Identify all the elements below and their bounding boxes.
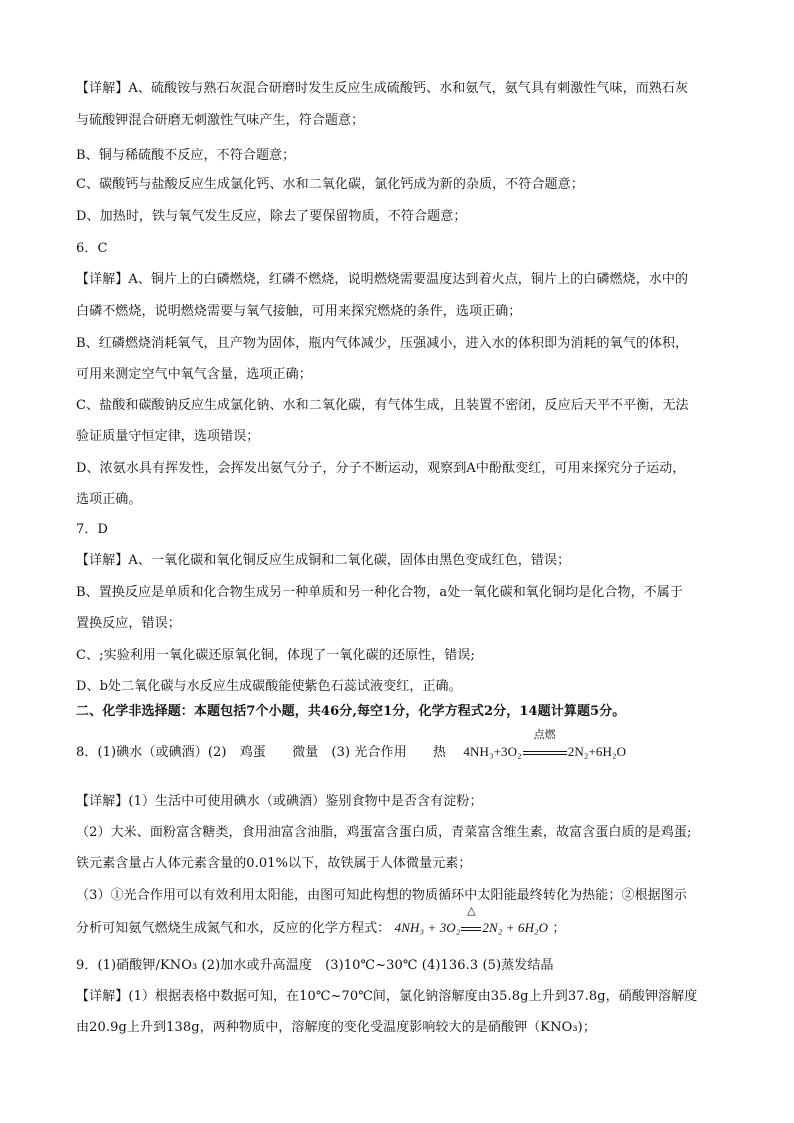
answer-line-q8: [76, 729, 627, 762]
text-span: 分析可知氨气燃烧生成氮气和水，反应的化学方程式：: [76, 921, 391, 936]
text-line: 验证质量守恒定律，选项错误；: [76, 429, 260, 444]
text-line: 【详解】A、铜片上的白磷燃烧，红磷不燃烧，说明燃烧需要温度达到着火点，铜片上的白磷燃烧，水中的: [76, 272, 689, 287]
text-line: （3）①光合作用可以有效利用太阳能，由图可知此构想的物质循环中太阳能最终转化为热能；②根据图示: [76, 888, 687, 903]
reaction-condition-arrow: [460, 905, 482, 937]
answer-line: 7．D: [76, 522, 108, 537]
text-line: D、浓氨水具有挥发性，会挥发出氨气分子，分子不断运动，观察到A中酚酞变红，可用来探究分子运动，: [76, 461, 686, 476]
text-line: 可用来测定空气中氧气含量，选项正确；: [76, 367, 312, 382]
answer-line-q9: 9．(1)硝酸钾/KNO₃ (2)加水或升高温度 (3)10℃~30℃ (4)136.3 (5)蒸发结晶: [76, 958, 554, 973]
chemical-equation: [463, 729, 627, 761]
text-span: ；: [552, 921, 566, 936]
text-line: 由20.9g上升到138g，两种物质中，溶解度的变化受温度影响较大的是硝酸钾（KNO₃)；: [76, 1020, 596, 1035]
text-line: 铁元素含量占人体元素含量的0.01%以下，故铁属于人体微量元素；: [76, 856, 472, 871]
text-line: D、加热时，铁与氧气发生反应，除去了要保留物质，不符合题意；: [76, 209, 467, 224]
text-line: 【详解】(1）生活中可使用碘水（或碘酒）鉴别食物中是否含有淀粉；: [76, 794, 483, 809]
text-line: B、铜与稀硫酸不反应，不符合题意；: [76, 148, 296, 163]
text-line: C、盐酸和碳酸钠反应生成氯化钠、水和二氧化碳，有气体生成，且装置不密闭，反应后天平不平衡，无法: [76, 398, 689, 413]
equation-reactants: 4NH₃+3O₂: [463, 744, 522, 759]
text-line-equation: [76, 905, 566, 938]
q8-answer-text: 8．(1)碘水（或碘酒）(2) 鸡蛋 微量 (3) 光合作用 热: [76, 745, 460, 760]
text-line: C、碳酸钙与盐酸反应生成氯化钙、水和二氧化碳，氯化钙成为新的杂质，不符合题意；: [76, 177, 584, 192]
text-line: B、红磷燃烧消耗氧气，且产物为固体，瓶内气体减少，压强减小，进入水的体积即为消耗的氧气的体积，: [76, 336, 689, 351]
equation-products: 2N₂+6H₂O: [567, 744, 627, 759]
text-line: 【详解】(1）根据表格中数据可知，在10℃~70℃间，氯化钠溶解度由35.8g上升到37.8g，硝酸钾溶解度: [76, 989, 698, 1004]
text-line: （2）大米、面粉富含糖类，食用油富含油脂，鸡蛋富含蛋白质，青菜富含维生素，故富含蛋白质的是鸡蛋;: [76, 825, 692, 840]
equation-reactants: 4NH₃ + 3O₂: [394, 920, 461, 935]
section-heading: 二、化学非选择题：本题包括7个小题，共46分,每空1分，化学方程式2分，14题计算题5分。: [76, 704, 626, 719]
reaction-condition-arrow: [522, 729, 568, 761]
text-line: B、置换反应是单质和化合物生成另一种单质和另一种化合物，a处一氧化碳和氧化铜均是化合物，不属于: [76, 585, 684, 600]
equation-products: 2N₂ + 6H₂O: [482, 920, 549, 935]
text-line: 置换反应，错误；: [76, 616, 181, 631]
text-line: 【详解】A、硫酸铵与熟石灰混合研磨时发生反应生成硫酸钙、水和氨气，氨气具有刺激性气味，而熟石灰: [76, 81, 689, 96]
chemical-equation: [394, 905, 549, 937]
reaction-condition: 点燃: [533, 729, 556, 741]
text-line: D、b处二氧化碳与水反应生成碳酸能使紫色石蕊试液变红，正确。: [76, 679, 462, 694]
text-line: C、;实验利用一氧化碳还原氧化铜，体现了一氧化碳的还原性，错误;: [76, 648, 475, 663]
text-line: 白磷不燃烧，说明燃烧需要与氧气接触，可用来探究燃烧的条件，选项正确；: [76, 304, 522, 319]
answer-line: 6．C: [76, 241, 108, 256]
reaction-condition: △: [467, 905, 476, 917]
text-line: 选项正确。: [76, 492, 142, 507]
text-line: 与硫酸钾混合研磨无刺激性气味产生，符合题意；: [76, 113, 365, 128]
text-line: 【详解】A、一氧化碳和氧化铜反应生成铜和二氧化碳，固体由黑色变成红色，错误；: [76, 553, 571, 568]
